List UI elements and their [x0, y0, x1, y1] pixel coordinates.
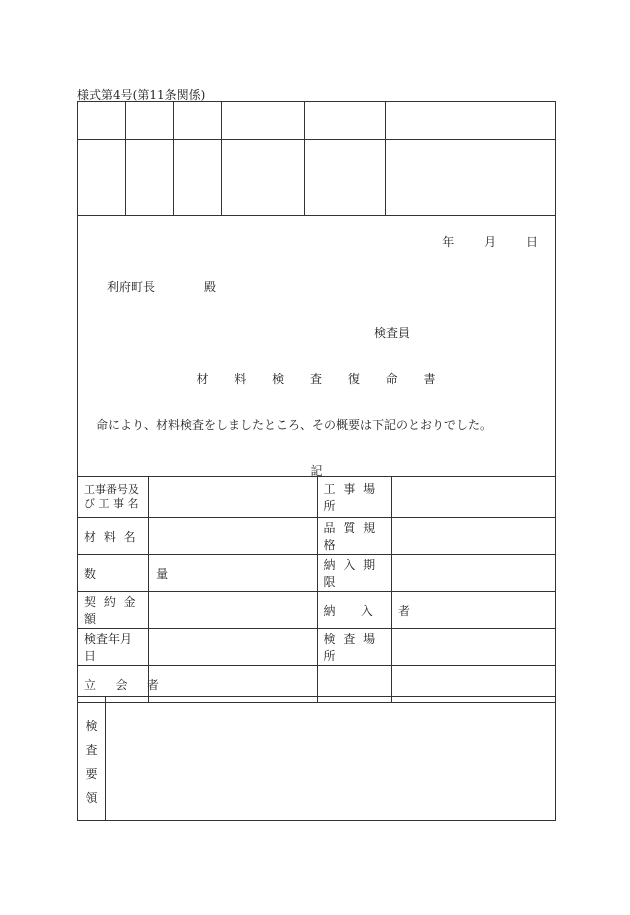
label-material-name: 材 料 名 — [78, 518, 148, 555]
procedure-char: 査 — [85, 743, 98, 757]
label-contract-amount: 契 約 金 額 — [78, 592, 148, 629]
addressee — [107, 278, 216, 295]
title-char: 査 — [309, 372, 323, 386]
stamp-seal-cell — [385, 139, 555, 215]
label-quantity: 数 量 — [78, 555, 148, 592]
label-witness: 立 会 者 — [78, 666, 148, 703]
document-title — [78, 370, 555, 387]
date-year: 年 — [442, 235, 455, 249]
stamp-header-cell — [221, 102, 304, 139]
ki-heading: 記 — [310, 464, 323, 478]
value-delivery-deadline[interactable] — [391, 555, 555, 592]
procedure-char: 領 — [85, 791, 98, 805]
date-month: 月 — [484, 235, 497, 249]
procedure-label — [78, 697, 106, 820]
title-char: 材 — [196, 372, 210, 386]
stamp-seal-cell — [78, 139, 125, 215]
value-supplier[interactable] — [391, 592, 555, 629]
label-construction-name — [78, 477, 148, 518]
approval-stamp-grid — [78, 102, 555, 216]
inspector-label: 検査員 — [374, 326, 411, 340]
detail-grid — [78, 476, 555, 703]
form-number: 様式第4号(第11条関係) — [77, 88, 206, 102]
title-char: 料 — [234, 372, 248, 386]
label-line: 工事番号及 — [84, 483, 139, 496]
value-construction-site[interactable] — [391, 477, 555, 518]
title-char: 検 — [272, 372, 286, 386]
value-quality-spec[interactable] — [391, 518, 555, 555]
title-char: 命 — [385, 372, 399, 386]
stamp-header-cell — [78, 102, 125, 139]
stamp-header-cell — [385, 102, 555, 139]
stamp-seal-cell — [304, 139, 385, 215]
stamp-seal-cell — [173, 139, 221, 215]
date-line — [416, 233, 538, 250]
label-inspection-site: 検 査 場 所 — [317, 629, 391, 666]
label-supplier: 納 入 者 — [317, 592, 391, 629]
inspection-procedure-section — [78, 696, 555, 820]
procedure-char: 要 — [85, 767, 98, 781]
form-frame — [77, 101, 556, 821]
addressee-name: 利府町長 — [107, 280, 156, 294]
label-delivery-deadline: 納 入 期 限 — [317, 555, 391, 592]
title-char: 書 — [423, 372, 437, 386]
value-material-name[interactable] — [148, 518, 317, 555]
stamp-seal-cell — [221, 139, 304, 215]
value-quantity[interactable] — [148, 555, 317, 592]
addressee-honorific: 殿 — [204, 280, 217, 294]
stamp-header-cell — [304, 102, 385, 139]
value-contract-amount[interactable] — [148, 592, 317, 629]
value-construction-name[interactable] — [148, 477, 317, 518]
value-inspection-site[interactable] — [391, 629, 555, 666]
label-construction-site: 工 事 場 所 — [317, 477, 391, 518]
value-inspection-date[interactable] — [148, 629, 317, 666]
intro-text: 命により、材料検査をしましたところ、その概要は下記のとおりでした。 — [96, 418, 493, 432]
stamp-header-cell — [125, 102, 173, 139]
stamp-seal-cell — [125, 139, 173, 215]
title-char: 復 — [347, 372, 361, 386]
label-inspection-date: 検査年月日 — [78, 629, 148, 666]
label-quality-spec: 品 質 規 格 — [317, 518, 391, 555]
date-day: 日 — [525, 235, 538, 249]
label-line: び 工 事 名 — [84, 497, 139, 510]
stamp-header-cell — [173, 102, 221, 139]
procedure-char: 検 — [85, 719, 98, 733]
